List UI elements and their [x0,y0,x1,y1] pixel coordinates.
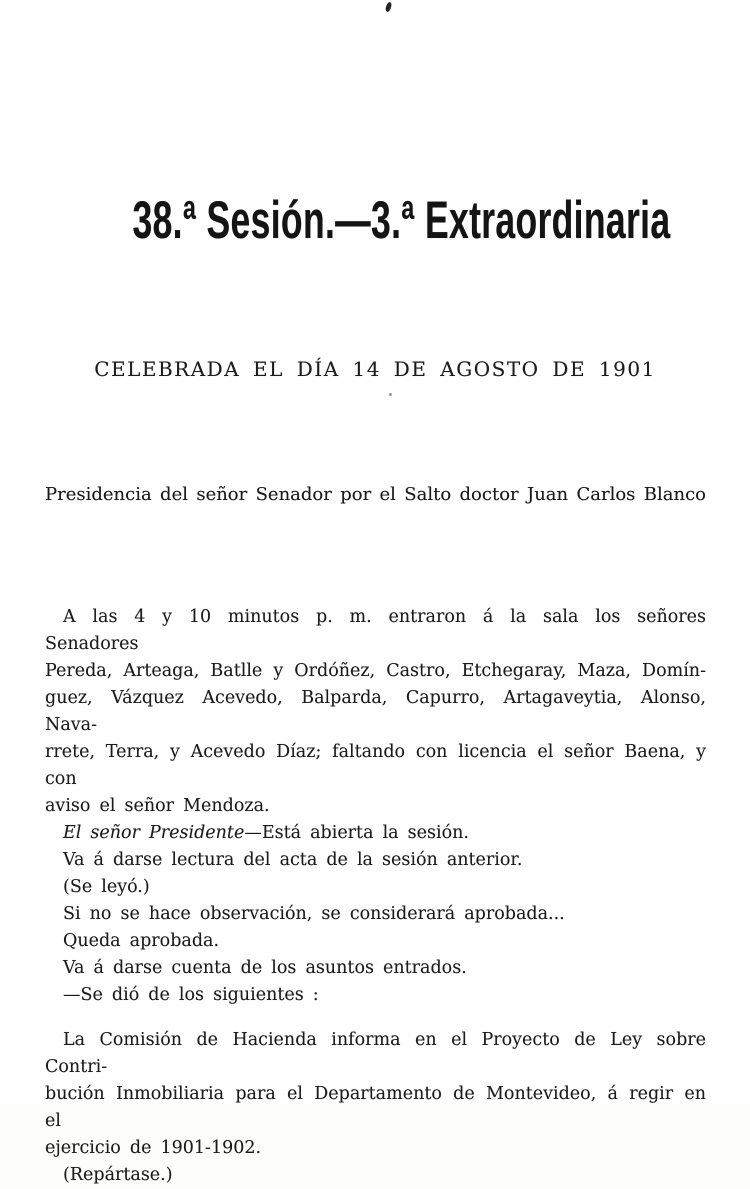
body-line: (Se leyó.) [63,877,150,897]
body-line: La Comisión de Hacienda informa en el Proyecto de Ley sobre Contri- [45,1030,706,1077]
body-line: ejercicio de 1901-1902. [45,1138,262,1158]
body-line: Va á darse lectura del acta de la sesión anterior. [63,850,523,870]
body-line: rrete, Terra, y Acevedo Díaz; faltando con licencia el señor Baena, y con [45,742,706,789]
dialogue-line [45,820,706,847]
body-line: A las 4 y 10 minutos p. m. entraron á la sala los señores Senadores [45,607,706,654]
presidency-line: Presidencia del señor Senador por el Salto doctor Juan Carlos Blanco [45,484,706,505]
body-line: guez, Vázquez Acevedo, Balparda, Capurro, Artagaveytia, Alonso, Nava- [45,688,706,735]
dialogue-speaker: El señor Presidente [63,823,245,843]
body-line: —Se dió de los siguientes : [63,985,319,1005]
session-title-text: 38.ª Sesión.—3.ª Extraordinaria [132,191,671,250]
body-line: Queda aprobada. [63,931,220,951]
body-line: Pereda, Arteaga, Batlle y Ordóñez, Castro, Etchegaray, Maza, Domín- [45,661,706,681]
page-title [0,190,750,251]
scan-speck [385,2,392,13]
body-line: Si no se hace observación, se considerará aprobada... [63,904,565,924]
session-date-heading: CELEBRADA EL DÍA 14 DE AGOSTO DE 1901 [94,357,656,381]
body-line: (Repártase.) [63,1165,173,1185]
body-line: Va á darse cuenta de los asuntos entrados. [63,958,467,978]
scan-speck [389,393,392,396]
body-line: aviso el señor Mendoza. [45,796,270,816]
document-body [45,604,706,1189]
dialogue-text: —Está abierta la sesión. [244,823,469,843]
body-line: bución Inmobiliaria para el Departamento de Montevideo, á regir en el [45,1084,706,1131]
